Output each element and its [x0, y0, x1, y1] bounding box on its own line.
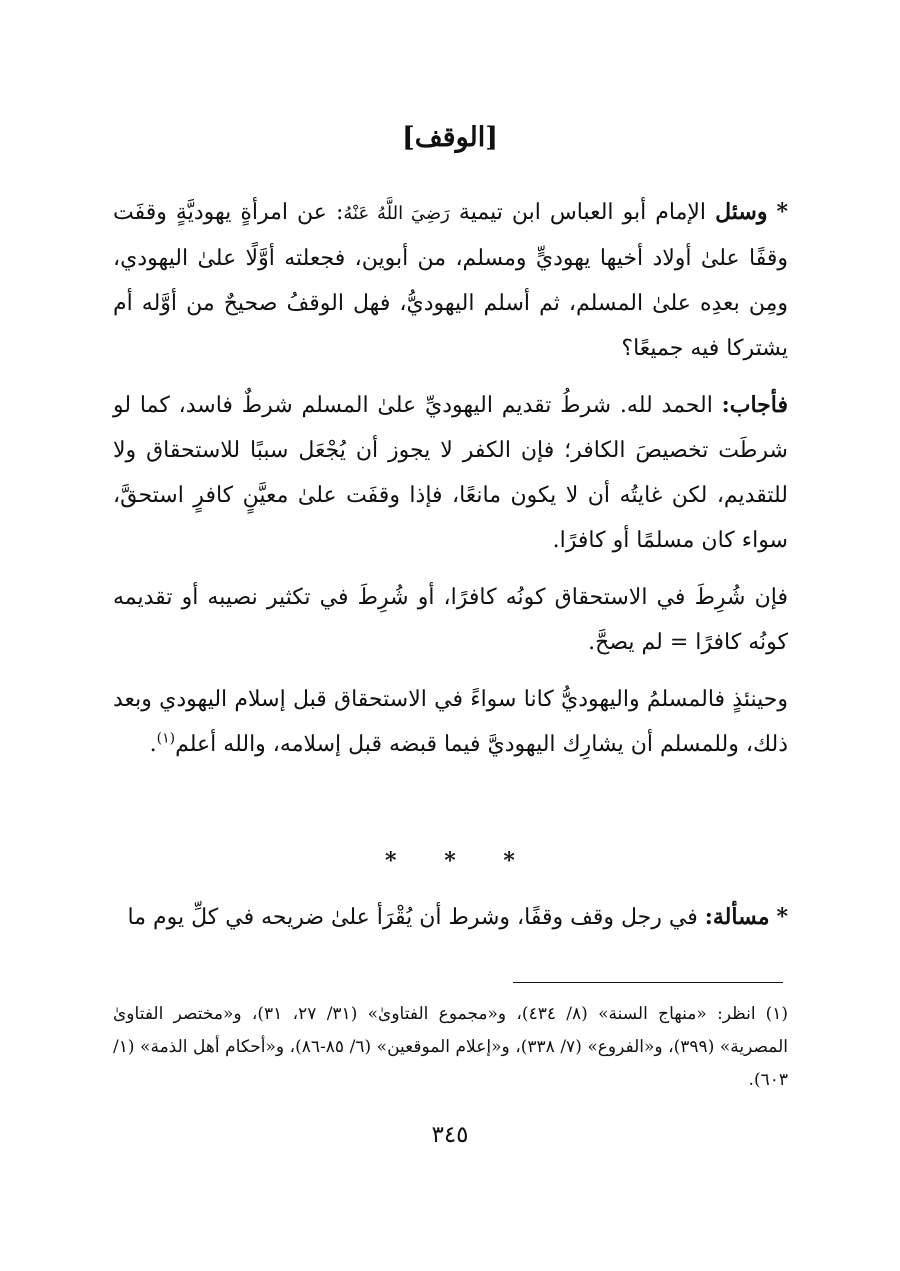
answer-text-1: الحمد لله. شرطُ تقديم اليهوديِّ علىٰ المسلم شرطٌ فاسد، كما لو شرطَت تخصيصَ الكافر؛ فإن الكفر لا يجوز أن يُجْعَل سببًا للاستحقاق ولا للتقديم، لكن غايتُه أن لا يكون مانعًا، فإذا وقفَت علىٰ معيَّنٍ كافرٍ استحقَّ، سواء كان مسلمًا أو كافرًا.	[113, 393, 788, 553]
page-number: ٣٤٥	[431, 1122, 469, 1148]
main-text	[113, 190, 788, 779]
answer-lead: فأجاب:	[721, 392, 788, 418]
footnote-number: (١)	[765, 1004, 789, 1024]
answer-paragraph-3	[113, 677, 788, 767]
footnote-text: انظر: «منهاج السنة» (٨/ ٤٣٤)، و«مجموع الفتاوىٰ» (٣١/ ٢٧، ٣١)، و«مختصر الفتاوىٰ المصرية» (٣٩٩)، و«الفروع» (٧/ ٣٣٨)، و«إعلام الموقعين» (٦/ ٨٥-٨٦)، و«أحكام أهل الذمة» (١/ ٦٠٣).	[113, 1004, 788, 1090]
separator-asterisk: *	[385, 848, 397, 874]
answer-paragraph-2	[113, 575, 788, 665]
answer-text-3-end: .	[149, 732, 157, 757]
question-lead: وسئل	[715, 199, 768, 225]
footnote-reference[interactable]: (١)	[156, 730, 176, 747]
answer-text-2: فإن شُرِطَ في الاستحقاق كونُه كافرًا، أو شُرِطَ في تكثير نصيبه أو تقديمه كونُه كافرًا = لم يصحَّ.	[113, 585, 788, 655]
second-question	[113, 895, 788, 940]
footnotes	[113, 998, 788, 1097]
separator-asterisk: *	[503, 848, 515, 874]
masala-text: في رجل وقف وقفًا، وشرط أن يُقْرَأ علىٰ ضريحه في كلِّ يوم ما	[127, 905, 705, 930]
footnote-item	[113, 998, 788, 1097]
question-intro: الإمام أبو العباس ابن تيمية	[458, 200, 707, 225]
question-paragraph	[113, 190, 788, 371]
question-text: : عن امرأةٍ يهوديَّةٍ وقفَت وقفًا علىٰ أولاد أخيها يهوديٍّ ومسلم، من أبوين، فجعلته أوَّلًا علىٰ اليهودي، ومِن بعدِه علىٰ المسلم، ثم أسلم اليهوديُّ، فهل الوقفُ صحيحٌ من أوَّله أم يشتركا فيه جميعًا؟	[113, 200, 788, 361]
section-separator	[0, 848, 900, 874]
honorific-phrase: رَضِيَ اللَّهُ عَنْهُ	[343, 203, 450, 224]
asterisk-bullet: *	[776, 199, 789, 225]
section-heading: [الوقف]	[401, 122, 499, 153]
footnote-divider	[513, 982, 783, 983]
separator-asterisk: *	[444, 848, 456, 874]
answer-paragraph-1	[113, 383, 788, 563]
masala-lead: مسألة:	[704, 904, 770, 930]
asterisk-bullet: *	[776, 904, 788, 930]
answer-text-3: وحينئذٍ فالمسلمُ واليهوديُّ كانا سواءً في الاستحقاق قبل إسلام اليهودي وبعد ذلك، وللمسلم أن يشارِك اليهوديَّ فيما قبضه قبل إسلامه، والله أعلم	[113, 687, 788, 757]
